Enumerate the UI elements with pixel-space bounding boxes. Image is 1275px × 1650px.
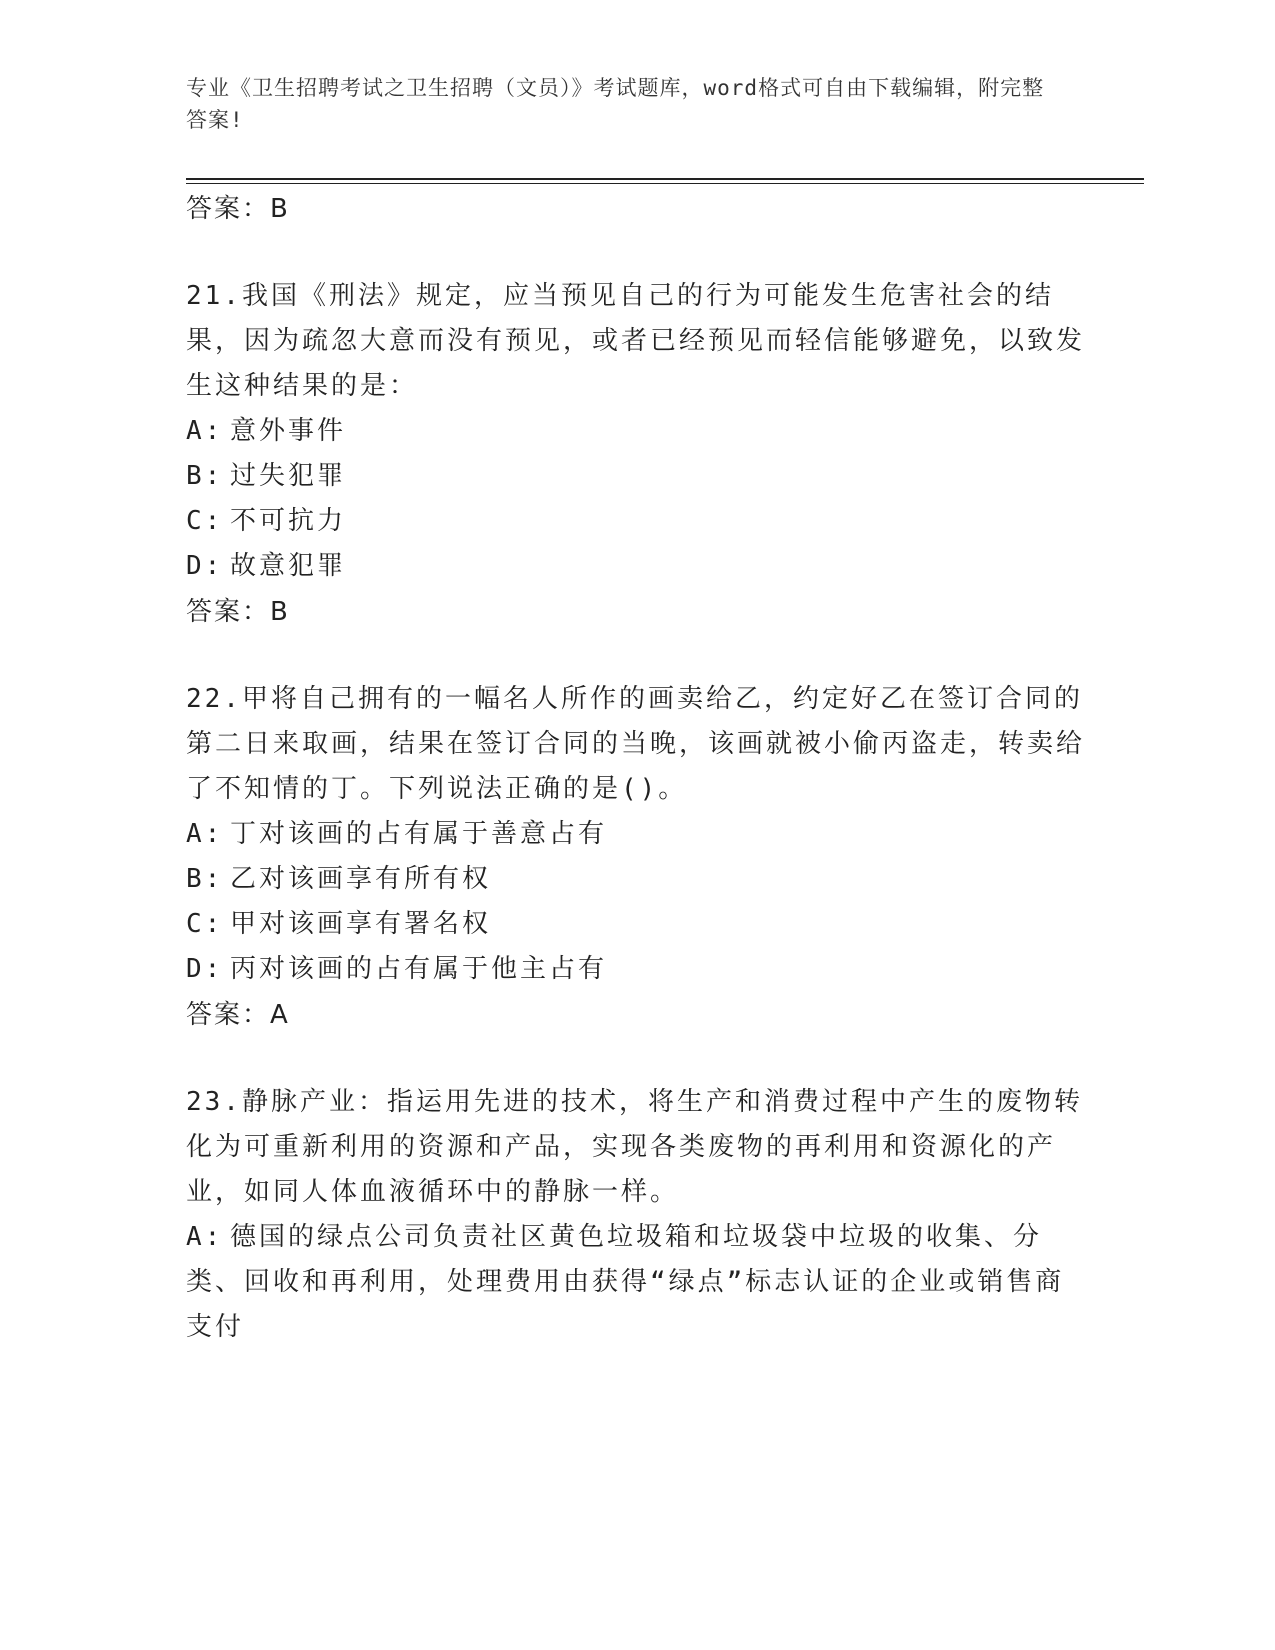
option-text: 丁对该画的占有属于善意占有 [230, 819, 608, 849]
question-stem: 23.静脉产业：指运用先进的技术，将生产和消费过程中产生的废物转化为可重新利用的资源和产品，实现各类废物的再利用和资源化的产业，如同人体血液循环中的静脉一样。 [186, 1087, 1083, 1207]
option-letter: A: [186, 819, 224, 849]
question-23 [186, 1080, 1086, 1350]
option-b [186, 454, 1086, 499]
option-text: 甲对该画享有署名权 [230, 909, 492, 939]
option-letter: B: [186, 864, 224, 894]
option-text: 丙对该画的占有属于他主占有 [230, 954, 608, 984]
option-letter: B: [186, 461, 224, 491]
option-d [186, 544, 1086, 589]
option-text: 乙对该画享有所有权 [230, 864, 492, 894]
question-stem: 22.甲将自己拥有的一幅名人所作的画卖给乙，约定好乙在签订合同的第二日来取画，结果在签订合同的当晚，该画就被小偷丙盗走，转卖给了不知情的丁。下列说法正确的是()。 [186, 684, 1086, 804]
option-a [186, 812, 1086, 857]
option-a [186, 1215, 1086, 1350]
option-text: 德国的绿点公司负责社区黄色垃圾箱和垃圾袋中垃圾的收集、分类、回收和再利用，处理费用由获得“绿点”标志认证的企业或销售商支付 [186, 1222, 1065, 1342]
option-text: 故意犯罪 [230, 551, 347, 581]
option-text: 意外事件 [230, 416, 347, 446]
option-text: 不可抗力 [230, 506, 347, 536]
question-21 [186, 274, 1086, 635]
option-letter: C: [186, 909, 224, 939]
header-rule [186, 178, 1144, 180]
option-letter: C: [186, 506, 224, 536]
page-header: 专业《卫生招聘考试之卫生招聘（文员）》考试题库，word格式可自由下载编辑，附完整答案! [186, 76, 1045, 132]
answer-line: 答案：B [186, 194, 290, 224]
option-c [186, 902, 1086, 947]
document-body [186, 186, 1086, 1350]
question-stem: 21.我国《刑法》规定，应当预见自己的行为可能发生危害社会的结果，因为疏忽大意而没有预见，或者已经预见而轻信能够避免，以致发生这种结果的是： [186, 281, 1086, 401]
option-letter: A: [186, 1222, 224, 1252]
option-a [186, 409, 1086, 454]
option-b [186, 857, 1086, 902]
option-text: 过失犯罪 [230, 461, 347, 491]
option-c [186, 499, 1086, 544]
option-d [186, 947, 1086, 992]
header-rule-thin [186, 183, 1144, 184]
option-letter: A: [186, 416, 224, 446]
option-letter: D: [186, 954, 224, 984]
question-22 [186, 677, 1086, 1038]
answer-line: 答案：B [186, 597, 290, 627]
answer-line: 答案：A [186, 1000, 290, 1030]
option-letter: D: [186, 551, 224, 581]
